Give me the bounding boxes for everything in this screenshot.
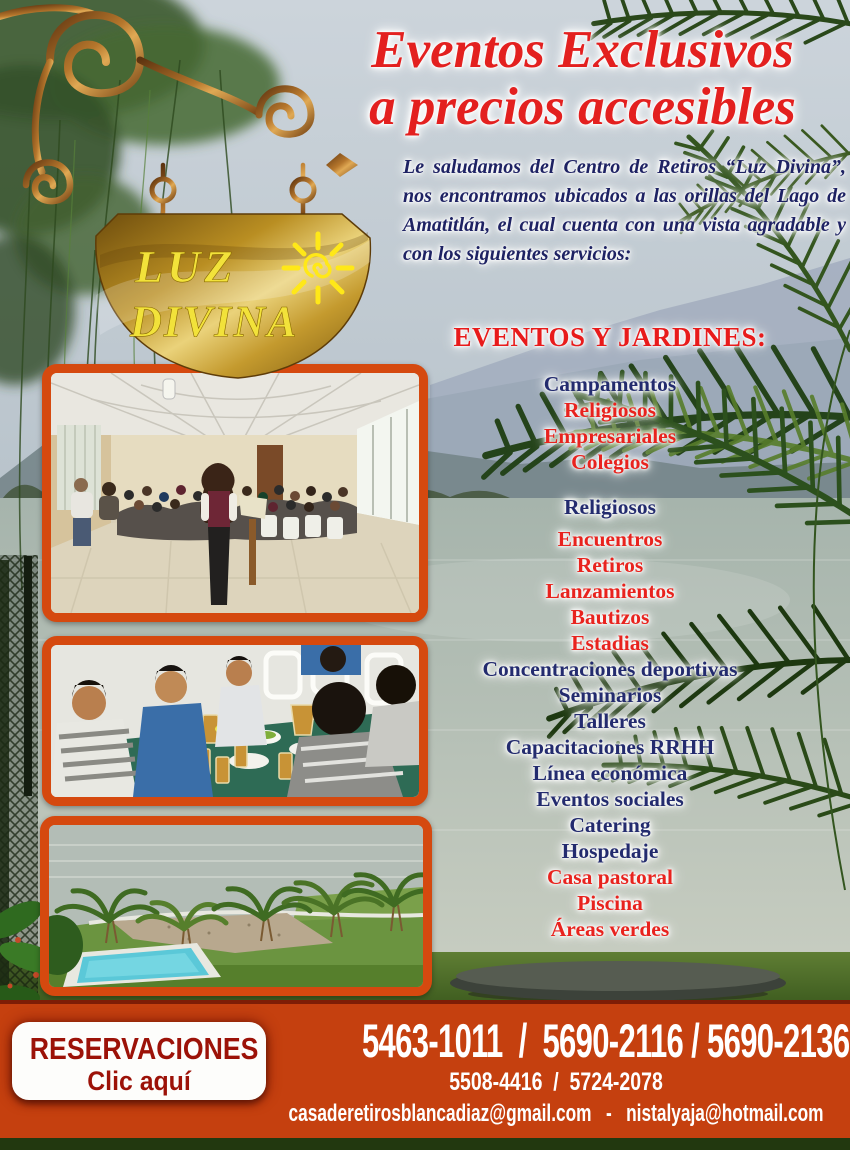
email-separator: -	[605, 1100, 612, 1127]
service-item: Religiosos	[564, 398, 656, 422]
service-item: Lanzamientos	[545, 579, 675, 603]
service-item: Retiros	[576, 553, 644, 577]
service-item: Piscina	[577, 891, 643, 915]
sign-bracket	[0, 8, 336, 216]
services-heading: EVENTOS Y JARDINES:	[453, 322, 767, 352]
contact-info	[262, 1004, 850, 1142]
reservations-cta: Clic aquí	[87, 1066, 191, 1096]
service-item: Casa pastoral	[546, 865, 674, 889]
service-item: Seminarios	[558, 683, 662, 707]
service-item: Talleres	[574, 709, 646, 733]
email-gmail[interactable]: casaderetirosblancadiaz@gmail.com	[288, 1100, 592, 1127]
contact-bar	[0, 1000, 850, 1138]
phone-numbers-primary: 5463-1011 / 5690-2116 / 5690-2136	[361, 1014, 850, 1067]
photo-conference	[42, 364, 428, 622]
service-item: Capacitaciones RRHH	[505, 735, 715, 759]
headline-line2: a precios accesibles	[369, 78, 796, 136]
services-list	[430, 371, 790, 942]
service-item: Religiosos	[564, 495, 656, 519]
headline	[320, 22, 845, 136]
headline-line1: Eventos Exclusivos	[371, 21, 794, 79]
service-item: Campamentos	[543, 372, 677, 396]
service-item: Hospedaje	[561, 839, 659, 863]
photo-garden-pool	[40, 816, 432, 996]
service-item: Concentraciones deportivas	[482, 657, 738, 681]
sign-text-luz: LUZ	[135, 241, 237, 292]
photo-dining	[42, 636, 428, 806]
email-line	[164, 1100, 850, 1127]
service-item: Estadias	[571, 631, 649, 655]
email-hotmail[interactable]: nistalyaja@hotmail.com	[626, 1100, 824, 1127]
reservations-label: RESERVACIONES	[29, 1031, 259, 1066]
service-item: Catering	[569, 813, 651, 837]
phone-numbers-secondary: 5508-4416 / 5724-2078	[449, 1068, 663, 1096]
service-item: Línea económica	[532, 761, 688, 785]
service-item: Eventos sociales	[536, 787, 684, 811]
services-section	[430, 322, 790, 942]
service-item: Áreas verdes	[550, 917, 670, 941]
reservations-button[interactable]	[12, 1022, 266, 1100]
sign-board	[96, 214, 371, 378]
service-item: Empresariales	[543, 424, 677, 448]
service-item: Encuentros	[557, 527, 663, 551]
sign-text-divina: DIVINA	[130, 297, 299, 346]
intro-paragraph: Le saludamos del Centro de Retiros “Luz Divina”, nos encontramos ubicados a las orillas del Lago de Amatitlán, el cual cuenta con una vista agradable y con los siguientes servicios:	[403, 156, 846, 265]
service-item: Bautizos	[570, 605, 650, 629]
service-item: Colegios	[571, 450, 649, 474]
